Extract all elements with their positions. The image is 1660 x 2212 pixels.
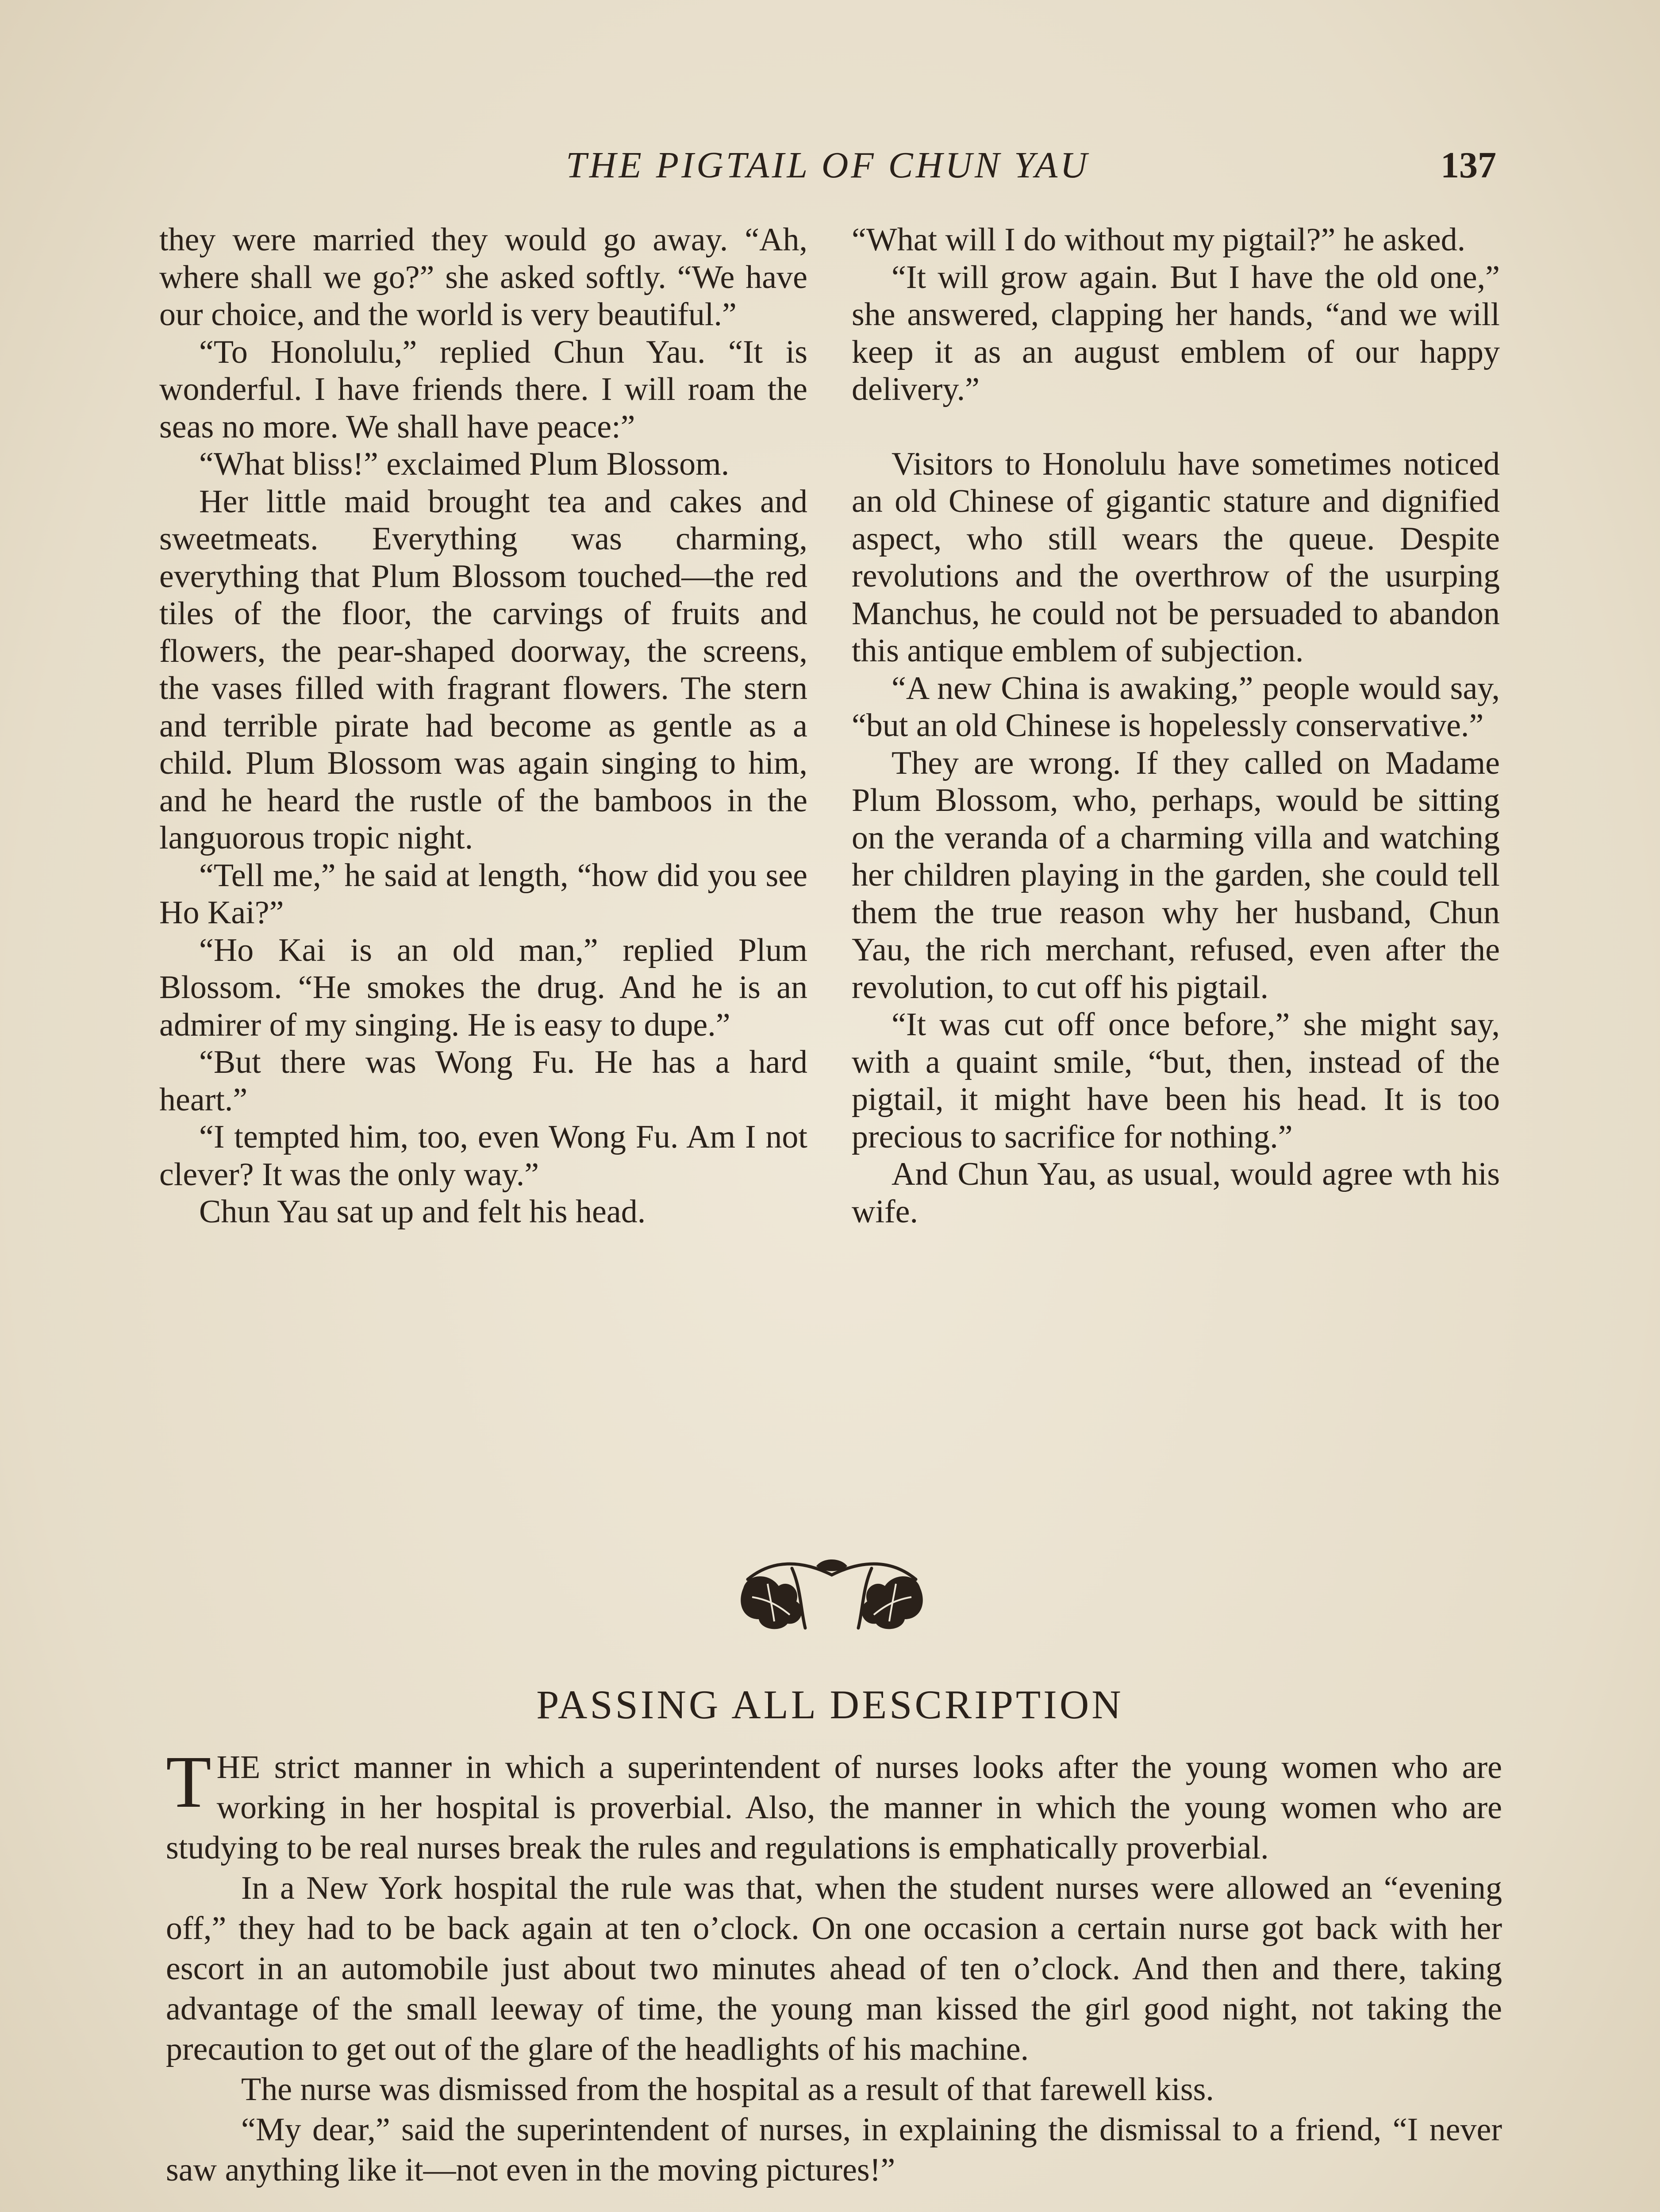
article-paragraph: The nurse was dismissed from the hospital as a result of that farewell kiss. <box>241 2071 1214 2108</box>
story-paragraph: “It will grow again. But I have the old one,” she answered, clapping her hands, “and we will keep it as an august emblem of our happy delivery.” <box>852 259 1500 407</box>
story-paragraph: “I tempted him, too, even Wong Fu. Am I not clever? It was the only way.” <box>159 1119 807 1193</box>
article-paragraph: “My dear,” said the superintendent of nurses, in explaining the dismissal to a friend, “I never saw anything like it—not even in the moving pictures!” <box>166 2112 1502 2188</box>
story-paragraph: And Chun Yau, as usual, would agree wth his wife. <box>852 1156 1500 1230</box>
story-paragraph: they were married they would go away. “Ah, where shall we go?” she asked softly. “We have our choice, and the world is very beautiful.” <box>159 222 807 333</box>
right-column <box>852 221 1500 1473</box>
running-title: THE PIGTAIL OF CHUN YAU <box>566 145 1090 186</box>
article-body <box>166 1741 1502 2190</box>
story-paragraph: They are wrong. If they called on Madame Plum Blossom, who, perhaps, would be sitting on the veranda of a charming villa and watching her children playing in the garden, she could tell them the true reason why her husband, Chun Yau, the rich merchant, refused, even after the revolution, to cut off his pigtail. <box>852 745 1500 1006</box>
article-paragraph: In a New York hospital the rule was that, when the student nurses were allowed an “evening off,” they had to be back again at ten o’clock. On one occasion a certain nurse got back with her escort in an automobile just about two minutes ahead of ten o’clock. And then and there, taking advantage of the small leeway of time, the young man kissed the girl good night, not taking the precaution to get out of the glare of the headlights of his machine. <box>166 1870 1502 2067</box>
story-paragraph: “It was cut off once before,” she might say, with a quaint smile, “but, then, instead of the pigtail, it might have been his head. It is too precious to sacrifice for nothing.” <box>852 1006 1500 1155</box>
story-paragraph: “What bliss!” exclaimed Plum Blossom. <box>199 446 730 482</box>
story-paragraph: Chun Yau sat up and felt his head. <box>199 1194 646 1230</box>
story-paragraph: “To Honolulu,” replied Chun Yau. “It is wonderful. I have friends there. I will roam the seas no more. We shall have peace:” <box>159 334 807 445</box>
story-paragraph: “Tell me,” he said at length, “how did you see Ho Kai?” <box>159 857 807 931</box>
story-paragraph: Her little maid brought tea and cakes and sweetmeats. Everything was charming, everything that Plum Blossom touched—the red tiles of the floor, the carvings of fruits and flowers, the pear-shaped doorway, the screens, the vases filled with fragrant flowers. The stern and terrible pirate had become as gentle as a child. Plum Blossom was again singing to him, and he heard the rustle of the bamboos in the languorous tropic night. <box>159 483 807 856</box>
article-title: PASSING ALL DESCRIPTION <box>536 1682 1124 1727</box>
story-paragraph: “Ho Kai is an old man,” replied Plum Blossom. “He smokes the drug. And he is an admirer of my singing. He is easy to dupe.” <box>159 932 807 1043</box>
story-paragraph: “But there was Wong Fu. He has a hard heart.” <box>159 1044 807 1118</box>
floral-vine-ornament-icon <box>734 1548 929 1632</box>
drop-cap: T <box>166 1741 211 1823</box>
article-paragraph <box>166 1741 1502 1868</box>
story-paragraph: “What will I do without my pigtail?” he asked. <box>852 222 1466 258</box>
article-first-text: HE strict manner in which a superintendent of nurses looks after the young women who are working in her hospital is proverbial. Also, the manner in which the young women who are studying to be real nurses break the rules and regulations is emphatically proverbial. <box>166 1749 1502 1866</box>
page-header <box>159 144 1496 197</box>
story-paragraph: “A new China is awaking,” people would say, “but an old Chinese is hopelessly conservative.” <box>852 670 1500 744</box>
left-column <box>159 221 807 1473</box>
story-columns <box>159 221 1500 1473</box>
page-number: 137 <box>1441 145 1496 186</box>
story-paragraph: Visitors to Honolulu have sometimes noticed an old Chinese of gigantic stature and dignified aspect, who still wears the queue. Despite revolutions and the overthrow of the usurping Manchus, he could not be persuaded to abandon this antique emblem of subjection. <box>852 445 1500 669</box>
